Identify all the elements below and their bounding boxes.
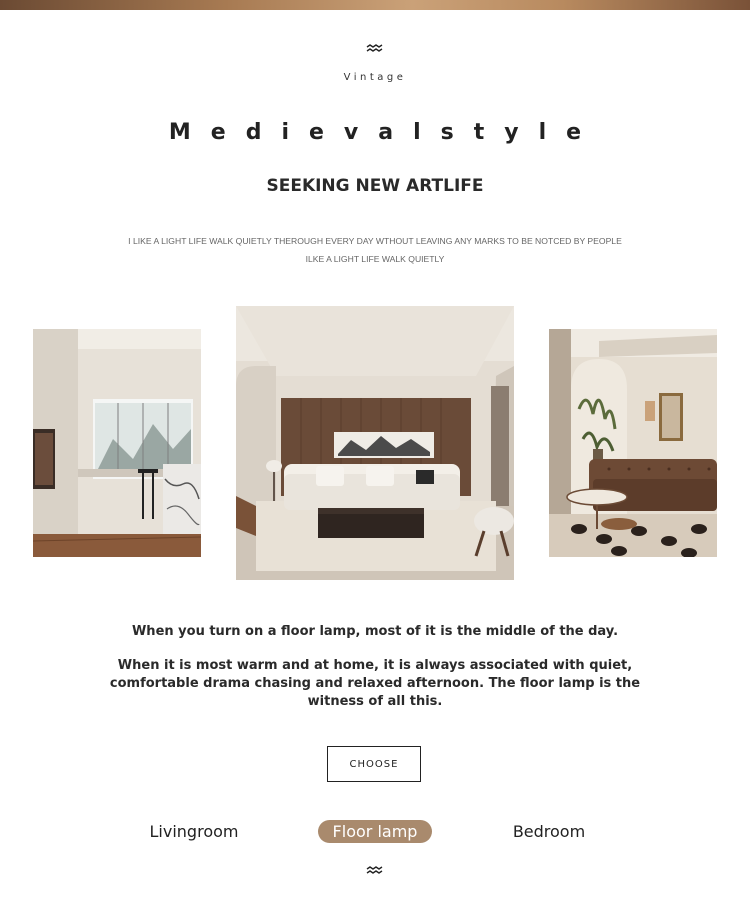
description-line-2: When it is most warm and at home, it is always associated with quiet, comfortable drama chasing and relaxed afternoon. The floor lamp is the witness of all this. [109,658,641,709]
top-banner-strip [0,0,750,10]
tagline-text: I LIKE A LIGHT LIFE WALK QUIETLY THEROUGH EVERY DAY WTHOUT LEAVING ANY MARKS TO BE NOTCED BY PEOPLE ILKE A LIGHT LIFE WALK QUIETLY [128,236,622,264]
page-title: Medievalstyle [168,120,602,145]
page-subtitle: SEEKING NEW ARTLIFE [266,176,484,196]
tab-livingroom[interactable]: Livingroom [149,822,239,841]
tab-floor-lamp[interactable]: Floor lamp [318,820,432,843]
wave-divider-icon [366,866,384,876]
kitchen-photo [33,329,201,557]
eyebrow-label: Vintage [343,72,407,83]
description-line-1: When you turn on a floor lamp, most of it is the middle of the day. [131,624,619,639]
wave-divider-icon [366,44,384,54]
choose-button[interactable]: CHOOSE [327,746,421,782]
tab-bedroom[interactable]: Bedroom [512,822,586,841]
lounge-photo [549,329,717,557]
living-room-photo [236,306,514,580]
